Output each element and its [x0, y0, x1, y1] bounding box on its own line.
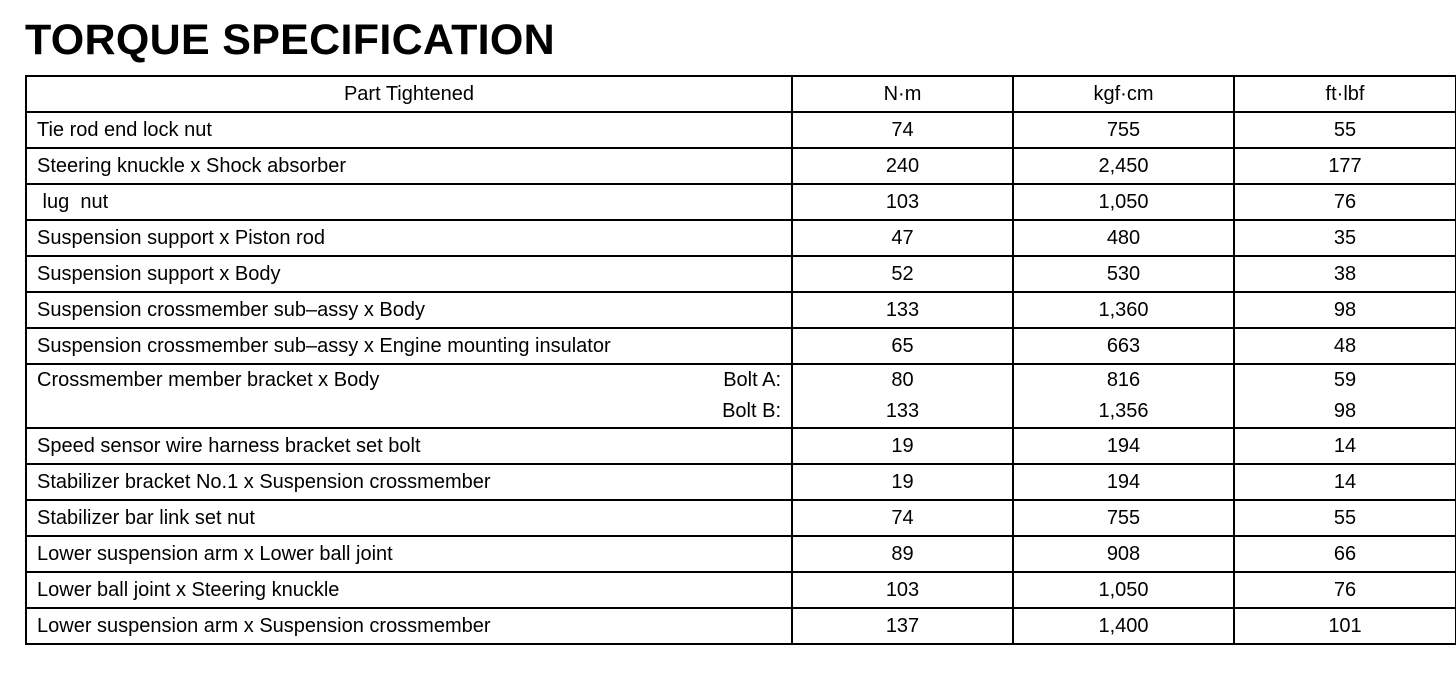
- part-cell: lug nut: [26, 184, 792, 220]
- ftlbf-cell: 66: [1234, 536, 1456, 572]
- table-row: [26, 500, 1456, 536]
- nm-cell: 240: [792, 148, 1013, 184]
- table-row: [26, 256, 1456, 292]
- kgfcm-cell: 2,450: [1013, 148, 1234, 184]
- header-part-tightened: Part Tightened: [26, 76, 792, 112]
- table-row: [26, 464, 1456, 500]
- kgfcm-cell: [1013, 364, 1234, 428]
- ftlbf-cell: 55: [1234, 112, 1456, 148]
- page-title: TORQUE SPECIFICATION: [25, 16, 555, 64]
- header-ftlbf: ft·lbf: [1234, 76, 1456, 112]
- bracket-part-label: Crossmember member bracket x Body: [37, 369, 380, 391]
- part-cell: Lower ball joint x Steering knuckle: [26, 572, 792, 608]
- ftlbf-cell: 55: [1234, 500, 1456, 536]
- ftlbf-cell: 38: [1234, 256, 1456, 292]
- kgfcm-cell: 755: [1013, 500, 1234, 536]
- table-row: [26, 220, 1456, 256]
- ftlbf-cell: 14: [1234, 428, 1456, 464]
- bolt-a-ftlbf: 59: [1333, 369, 1357, 391]
- nm-cell: 89: [792, 536, 1013, 572]
- table-row: [26, 608, 1456, 644]
- ftlbf-cell: [1234, 364, 1456, 428]
- table-header-row: [26, 76, 1456, 112]
- ftlbf-cell: 35: [1234, 220, 1456, 256]
- table-row: [26, 428, 1456, 464]
- kgfcm-cell: 1,360: [1013, 292, 1234, 328]
- bolt-b-nm: 133: [885, 400, 920, 422]
- bolt-b-label: Bolt B:: [722, 400, 781, 422]
- kgfcm-cell: 194: [1013, 464, 1234, 500]
- kgfcm-cell: 530: [1013, 256, 1234, 292]
- ftlbf-cell: 14: [1234, 464, 1456, 500]
- nm-cell: 65: [792, 328, 1013, 364]
- nm-cell: 74: [792, 500, 1013, 536]
- header-kgfcm: kgf·cm: [1013, 76, 1234, 112]
- bolt-a-kgfcm: 816: [1106, 369, 1141, 391]
- table-row-bracket: [26, 364, 1456, 428]
- ftlbf-cell: 98: [1234, 292, 1456, 328]
- ftlbf-cell: 101: [1234, 608, 1456, 644]
- part-cell: Stabilizer bar link set nut: [26, 500, 792, 536]
- nm-cell: 19: [792, 464, 1013, 500]
- bolt-a-label: Bolt A:: [723, 369, 781, 391]
- part-cell: Suspension crossmember sub–assy x Engine mounting insulator: [26, 328, 792, 364]
- kgfcm-cell: 1,400: [1013, 608, 1234, 644]
- nm-cell: 19: [792, 428, 1013, 464]
- nm-cell: 52: [792, 256, 1013, 292]
- part-cell: Tie rod end lock nut: [26, 112, 792, 148]
- table-row: [26, 184, 1456, 220]
- part-cell: Suspension support x Piston rod: [26, 220, 792, 256]
- bolt-b-ftlbf: 98: [1333, 400, 1357, 422]
- ftlbf-cell: 76: [1234, 184, 1456, 220]
- kgfcm-cell: 1,050: [1013, 184, 1234, 220]
- torque-spec-table: [25, 75, 1456, 645]
- kgfcm-cell: 908: [1013, 536, 1234, 572]
- nm-cell: 74: [792, 112, 1013, 148]
- part-cell: Stabilizer bracket No.1 x Suspension crossmember: [26, 464, 792, 500]
- part-cell: [26, 364, 792, 428]
- nm-cell: 47: [792, 220, 1013, 256]
- part-cell: Suspension support x Body: [26, 256, 792, 292]
- nm-cell: 103: [792, 184, 1013, 220]
- kgfcm-cell: 755: [1013, 112, 1234, 148]
- nm-cell: [792, 364, 1013, 428]
- table-row: [26, 148, 1456, 184]
- table-row: [26, 536, 1456, 572]
- table-row: [26, 328, 1456, 364]
- bolt-b-kgfcm: 1,356: [1098, 400, 1149, 422]
- table-row: [26, 572, 1456, 608]
- table-row: [26, 292, 1456, 328]
- part-cell: Suspension crossmember sub–assy x Body: [26, 292, 792, 328]
- kgfcm-cell: 480: [1013, 220, 1234, 256]
- kgfcm-cell: 1,050: [1013, 572, 1234, 608]
- nm-cell: 133: [792, 292, 1013, 328]
- part-cell: Lower suspension arm x Lower ball joint: [26, 536, 792, 572]
- ftlbf-cell: 177: [1234, 148, 1456, 184]
- ftlbf-cell: 76: [1234, 572, 1456, 608]
- nm-cell: 137: [792, 608, 1013, 644]
- part-cell: Lower suspension arm x Suspension crossmember: [26, 608, 792, 644]
- ftlbf-cell: 48: [1234, 328, 1456, 364]
- kgfcm-cell: 194: [1013, 428, 1234, 464]
- part-cell: Speed sensor wire harness bracket set bolt: [26, 428, 792, 464]
- part-cell: Steering knuckle x Shock absorber: [26, 148, 792, 184]
- header-nm: N·m: [792, 76, 1013, 112]
- bolt-a-nm: 80: [891, 369, 914, 391]
- nm-cell: 103: [792, 572, 1013, 608]
- kgfcm-cell: 663: [1013, 328, 1234, 364]
- table-row: [26, 112, 1456, 148]
